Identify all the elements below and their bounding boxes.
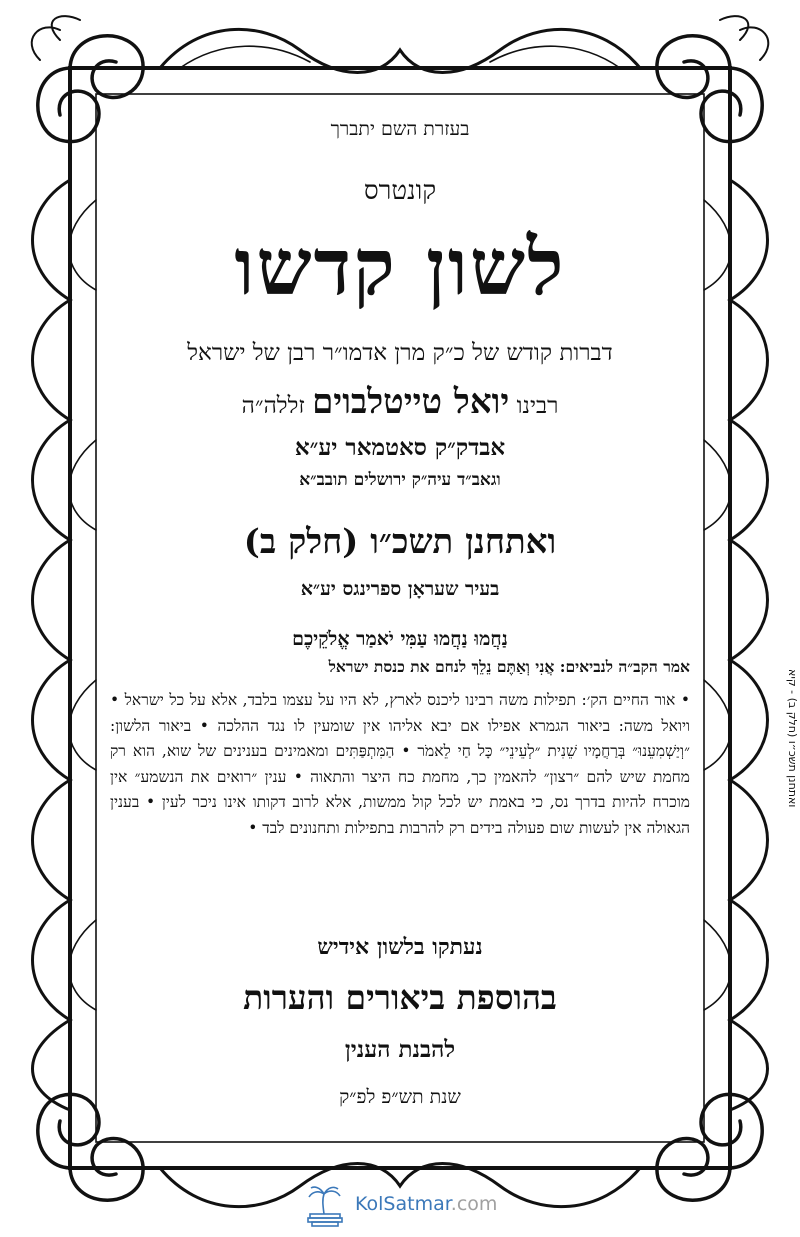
contents-summary — [110, 688, 690, 841]
intro-line: אמר הקב״ה לנביאים: אֲנִי וְאַתֶּם נֵלֵךְ לנחם את כנסת ישראל — [328, 657, 690, 676]
logo-text — [355, 1193, 497, 1215]
understanding-line: להבנת הענין — [344, 1036, 456, 1063]
verse-heading: נַחֲמוּ נַחֲמוּ עַמִּי יֹאמַר אֱלֹקֵיכֶם — [292, 628, 508, 650]
title-page-content — [110, 110, 690, 1170]
additions-line: בהוספת ביאורים והערות — [243, 978, 557, 1017]
logo-brand: KolSatmar — [355, 1193, 451, 1215]
translated-line: נעתקו בלשון אידיש — [317, 934, 483, 960]
year-line: שנת תש״פ לפ״ק — [339, 1086, 461, 1108]
side-page-label: ואתחנן תשכ״ו (חלק ב) - קיא — [786, 668, 799, 808]
rabbeinu-label: רבינו — [516, 393, 559, 419]
author-title-1: אבדק״ק סאטמאר יע״א — [294, 434, 506, 461]
logo-tld: .com — [450, 1193, 498, 1215]
author-title-2: וגאב״ד עיה״ק ירושלים תובב״א — [299, 470, 501, 490]
kuntres-label: קונטרס — [363, 176, 437, 206]
words-attribution: דברות קודש של כ״ק מרן אדמו״ר רבן של ישראל — [187, 340, 613, 366]
palm-tree-book-icon — [300, 1184, 350, 1228]
blessing-line: בעזרת השם יתברך — [330, 118, 470, 140]
kolsatmar-logo[interactable] — [300, 1184, 510, 1228]
city-line: בעיר שעראָן ספרינגס יע״א — [300, 578, 500, 600]
summary-text: • אור החיים הק׳: תפילות משה רבינו ליכנס לארץ, לא היו על עצמו בלבד, אלא על כל ישראל • ויואל משה: ביאור הגמרא אפילו אם יבא אליהו אין שומעין לו נגד ההלכה • ביאור הלשון: ״וְיַשְׁמִעֵנוּ״ בְּרַחֲמָיו שֵׁנִית ״לְעֵינֵי״ כָּל חַי לֵאמֹר • הַמִּתְפַּתִּים ומאמינים בענינים של שוא, הוא רק מחמת שיש להם ״רצון״ להאמין כך, מחמת כח היצר והתאוה • ענין ״רואים את הנשמע״ אין מוכרח להיות בדרך נס, כי באמת יש לכל קול ממשות, אלא לרוב דקותו אינו ניכר לעין • בענין הגאולה אין לעשות שום פעולה בידים רק להרבות בתפילות ותחנונים לבד • — [110, 691, 690, 837]
parsha-title: ואתחנן תשכ״ו (חלק ב) — [243, 522, 557, 562]
author-line — [110, 382, 690, 422]
zlla-label: זללה״ה — [241, 393, 305, 419]
author-name: יואל טייטלבוים — [312, 382, 510, 422]
main-title: לשון קדשו — [234, 222, 566, 313]
